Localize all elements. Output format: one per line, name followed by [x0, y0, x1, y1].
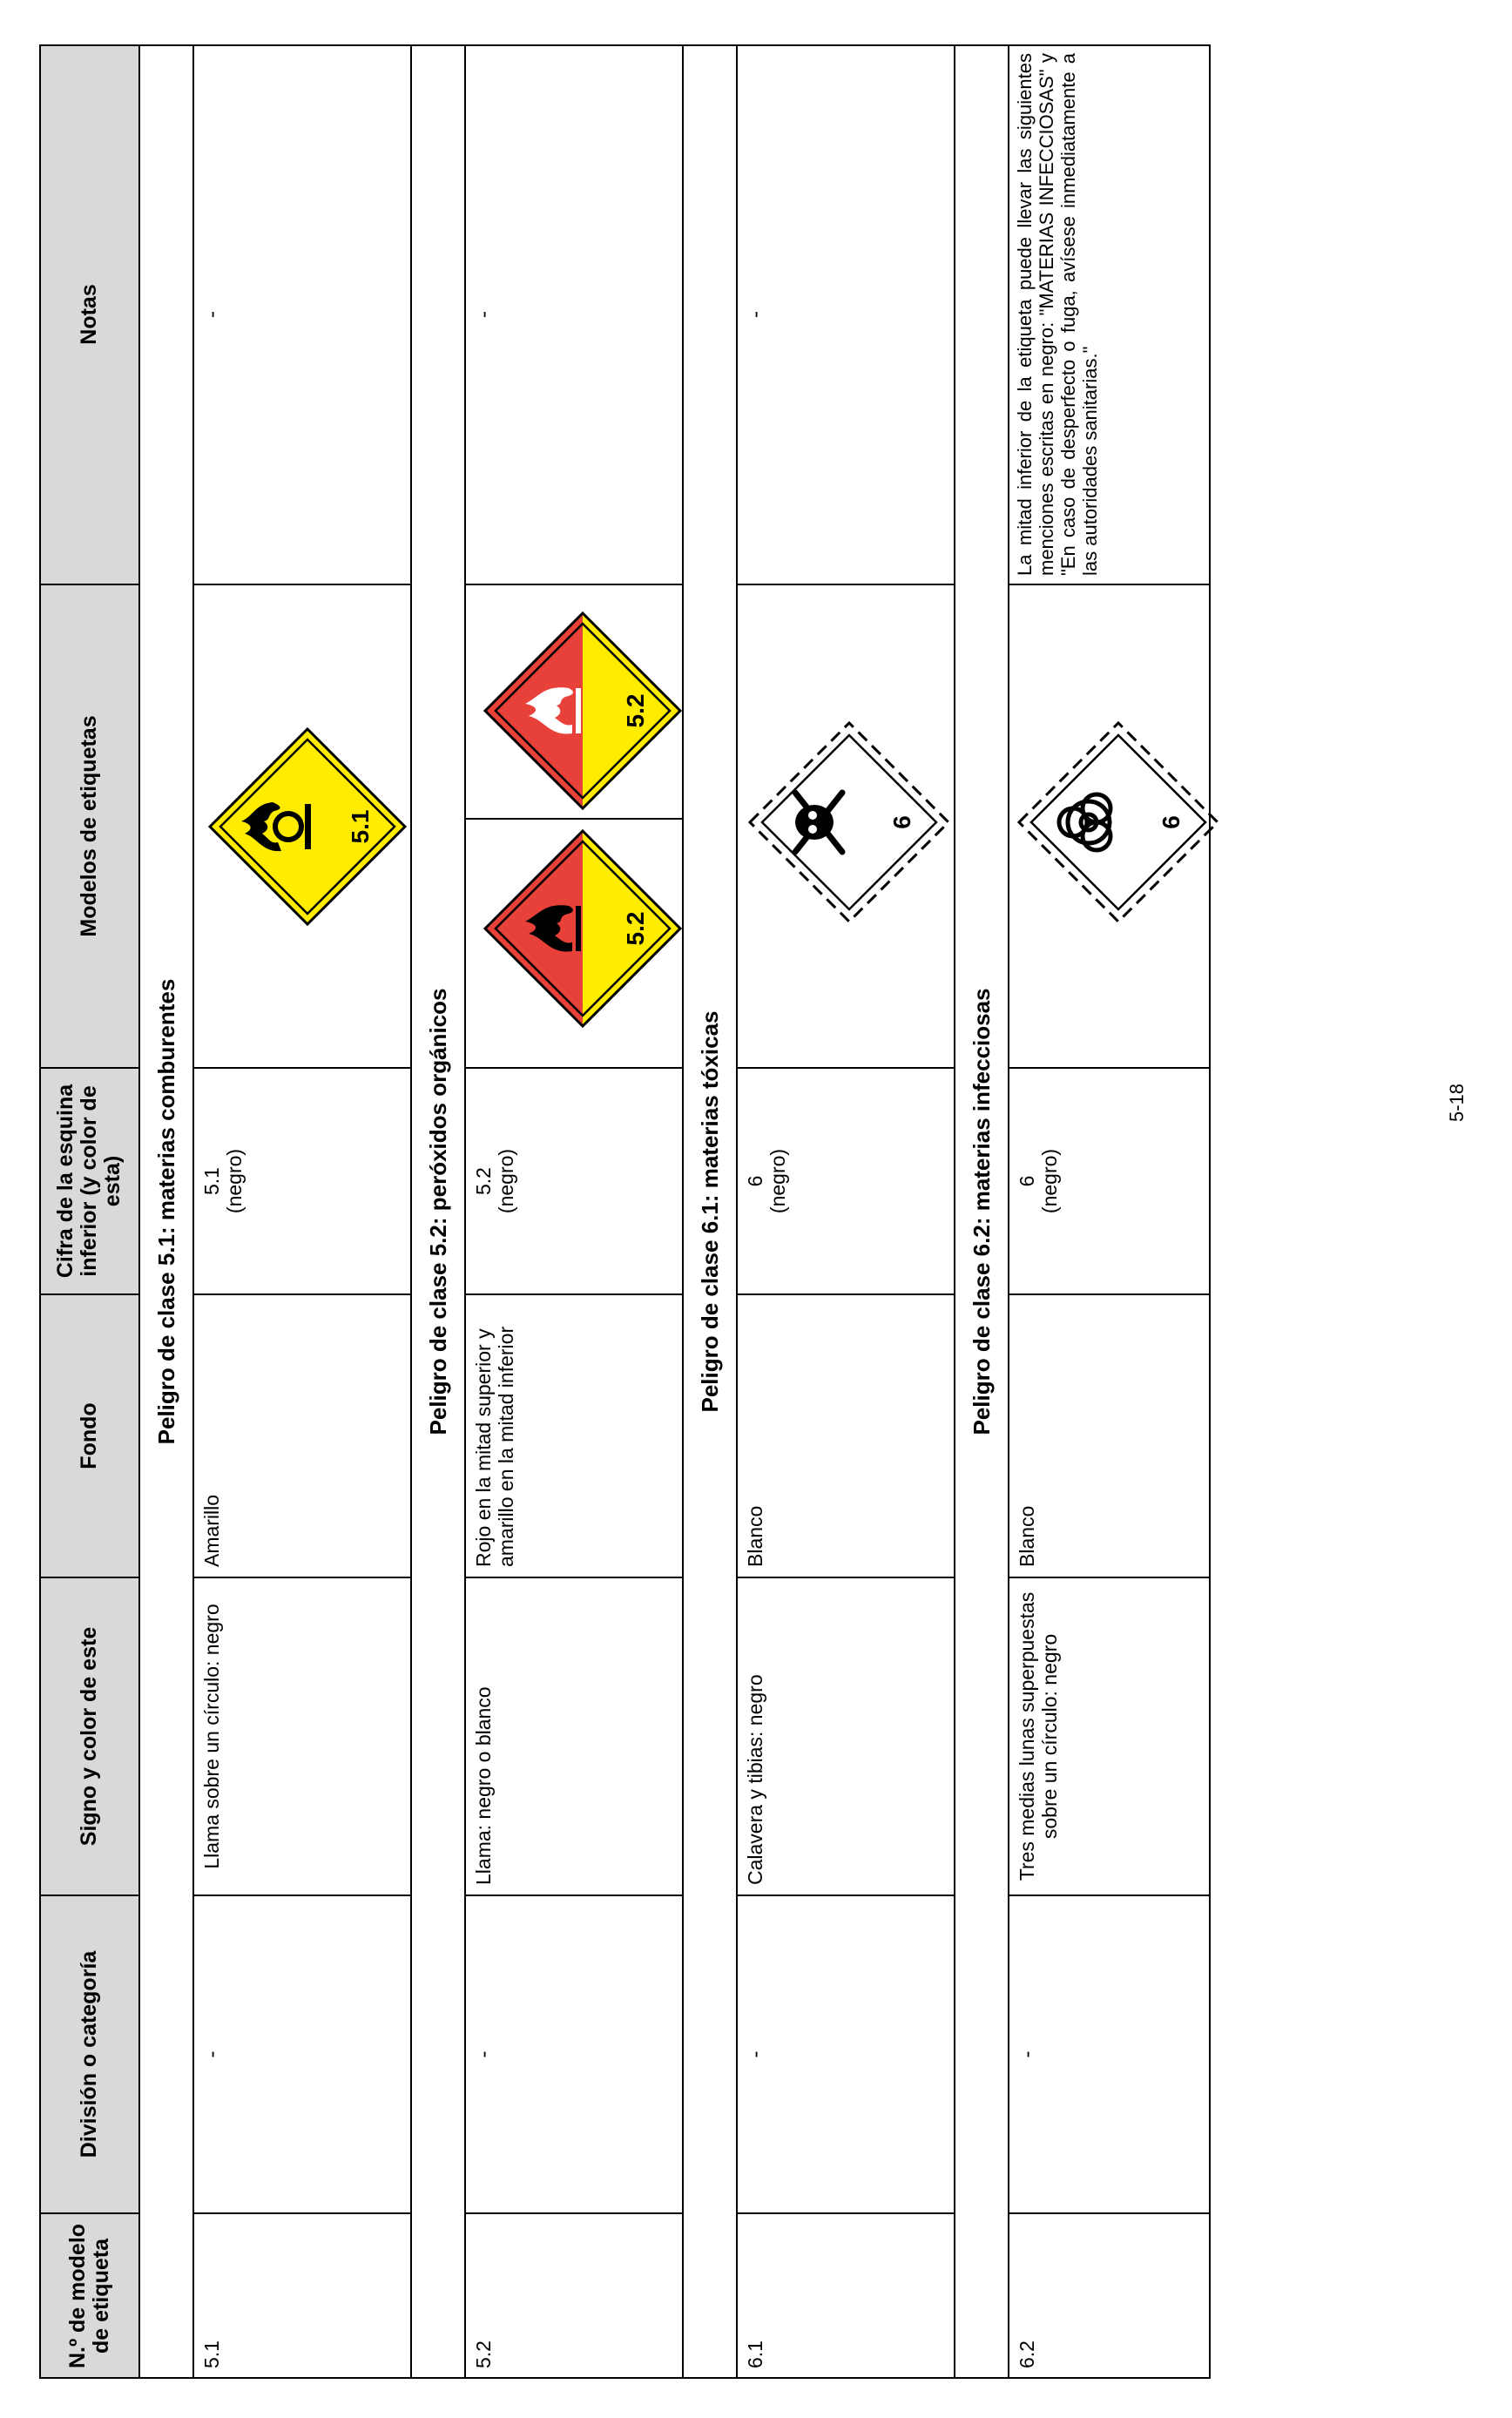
section-title: Peligro de clase 5.2: peróxidos orgánicos [424, 988, 451, 1435]
header-models: Modelos de etiquetas [77, 715, 101, 937]
section-title: Peligro de clase 5.1: materias comburentes [152, 978, 179, 1445]
figure-number: 6 [744, 1175, 766, 1187]
figure-color: (negro) [1038, 1148, 1061, 1214]
division-value: - [744, 2050, 767, 2058]
division-value: - [472, 2050, 496, 2058]
notes-value: - [744, 311, 767, 318]
label-number: 5.2 [622, 693, 649, 728]
label-5-2-white-flame [478, 606, 687, 815]
model-number: 6.1 [744, 2340, 766, 2368]
notes-value: La mitad inferior de la etiqueta puede llevar las siguientes menciones escritas en negro: "MATERIAS INFECCIOSAS" y "En caso de desperfecto o fuga, avísese inmediatamente a las autoridades sanitarias." [1014, 53, 1101, 576]
label-6-2 [1014, 718, 1223, 927]
label-number: 5.1 [347, 809, 374, 844]
label-number: 6 [1158, 815, 1185, 829]
model-number: 5.2 [472, 2340, 495, 2368]
sign-description: Tres medias lunas superpuestas sobre un círculo: negro [1016, 1591, 1061, 1881]
figure-number: 5.2 [472, 1167, 495, 1195]
header-figure: Cifra de la esquina inferior (y color de esta) [53, 1084, 125, 1279]
background-description: Rojo en la mitad superior y amarillo en la mitad inferior [472, 1326, 517, 1567]
notes-value: - [472, 311, 496, 318]
division-value: - [1016, 2050, 1039, 2058]
header-notes: Notas [77, 284, 101, 345]
corner-figure [737, 1068, 796, 1294]
section-title: Peligro de clase 6.2: materias infecciosas [968, 988, 995, 1435]
background-description: Blanco [1016, 1505, 1038, 1567]
figure-color: (negro) [223, 1148, 246, 1214]
figure-color: (negro) [495, 1148, 517, 1214]
notes-value: - [200, 311, 224, 318]
model-number: 6.2 [1016, 2340, 1038, 2368]
label-number: 6 [888, 815, 915, 829]
sign-description: Llama: negro o blanco [472, 1686, 495, 1885]
label-5-1 [203, 722, 412, 931]
header-model-no: N.º de modelo de etiqueta [64, 2223, 113, 2369]
figure-number: 5.1 [200, 1167, 223, 1195]
figure-number: 6 [1016, 1175, 1038, 1187]
header-sign: Signo y color de este [77, 1626, 101, 1847]
corner-figure [193, 1068, 253, 1294]
header-division: División o categoría [77, 1950, 101, 2158]
figure-color: (negro) [766, 1148, 789, 1214]
corner-figure [1009, 1068, 1068, 1294]
label-number: 5.2 [622, 911, 649, 946]
background-description: Amarillo [200, 1494, 223, 1567]
section-title: Peligro de clase 6.1: materias tóxicas [696, 1010, 723, 1413]
header-background: Fondo [77, 1402, 101, 1469]
model-number: 5.1 [200, 2340, 223, 2368]
division-value: - [200, 2050, 224, 2058]
label-6-1 [745, 718, 954, 927]
sign-description: Calavera y tibias: negro [744, 1674, 766, 1885]
page-number: 5-18 [1446, 1083, 1468, 1123]
corner-figure [465, 1068, 524, 1294]
sign-description: Llama sobre un círculo: negro [200, 1604, 223, 1869]
background-description: Blanco [744, 1505, 766, 1567]
label-5-2-black-flame [478, 824, 687, 1033]
